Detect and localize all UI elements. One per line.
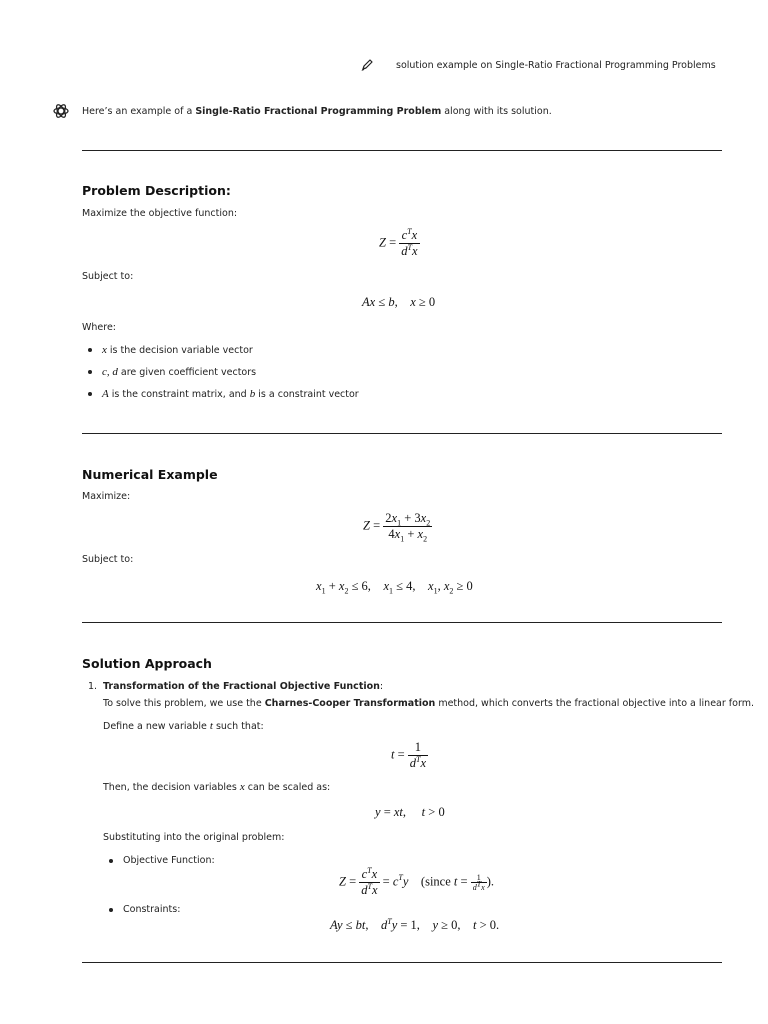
user-prompt-text: solution example on Single-Ratio Fractional Programming Problems [396,60,716,71]
divider [82,150,722,151]
scaling-formula: y = xt, t > 0 [375,805,445,819]
define-variable-text: Define a new variable t such that: [103,720,264,732]
objective-formula: Z = $\frac{c^Tx}{d^Tx}$ [379,226,418,258]
maximize-text: Maximize the objective function: [82,208,238,219]
list-item: Constraints: [123,904,181,915]
t-definition-formula: t = $\frac{1}{d^Tx}$ [391,740,427,770]
section-heading-solution: Solution Approach [82,656,212,671]
divider [82,962,722,963]
transformed-constraints-formula: Ay ≤ bt, $d^Ty = 1$, y ≥ 0, t > 0. [330,916,500,932]
intro-text: Here’s an example of a Single-Ratio Fractional Programming Problem along with its solution. [82,106,552,117]
numerical-constraint-formula: $x_1 + x_2 \le 6$, $x_1 \le 4$, $x_1$, $x_2 \ge 0$ [316,579,473,596]
divider [82,433,722,434]
section-heading-problem: Problem Description: [82,183,231,198]
numerical-objective-formula: Z = $\frac{2x_1 + 3x_2}{4x_1 + x_2}$ [363,511,431,544]
where-text: Where: [82,322,117,333]
constraint-formula: Ax ≤ b, x ≥ 0 [362,295,436,309]
pencil-icon[interactable] [360,58,374,72]
step-number: 1. [88,681,98,692]
list-item: Objective Function: [123,855,215,866]
list-item: A is the constraint matrix, and b is a constraint vector [102,388,359,400]
list-item: c, d are given coefficient vectors [102,366,257,378]
divider [82,622,722,623]
list-item: x is the decision variable vector [102,344,253,356]
subject-to-text: Subject to: [82,271,134,282]
scaling-text: Then, the decision variables x can be scaled as: [103,781,331,793]
transformed-objective-formula: Z = $\frac{c^Tx}{d^Tx}$ = $c^Ty$ (since t = $\frac{1}{d^Tx}$ ). [339,865,495,897]
maximize-text: Maximize: [82,491,131,502]
subject-to-text: Subject to: [82,554,134,565]
openai-logo-icon [52,102,70,120]
substituting-text: Substituting into the original problem: [103,832,285,843]
step-title: Transformation of the Fractional Objective Function: [103,681,384,692]
step-description: To solve this problem, we use the Charnes-Cooper Transformation method, which converts the fractional objective into a linear form. [103,698,754,709]
section-heading-numerical: Numerical Example [82,467,218,482]
